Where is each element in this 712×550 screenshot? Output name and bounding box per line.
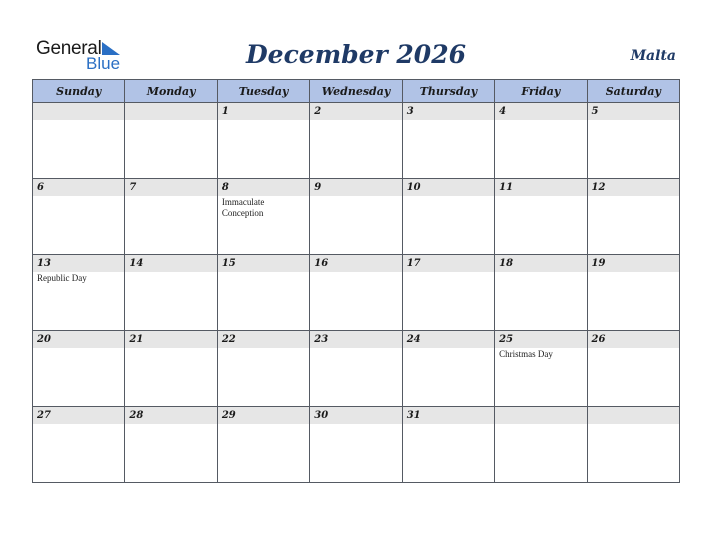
day-number: 6	[33, 179, 124, 196]
day-cell	[125, 407, 217, 483]
day-cell	[587, 407, 679, 483]
weekday-header: Saturday	[587, 80, 679, 103]
day-number: 16	[310, 255, 401, 272]
day-cell	[217, 179, 309, 255]
week-row	[33, 331, 680, 407]
day-cell	[33, 179, 125, 255]
day-number: 24	[403, 331, 494, 348]
day-cell	[217, 103, 309, 179]
week-row	[33, 179, 680, 255]
day-cell	[495, 255, 587, 331]
day-number	[33, 103, 124, 120]
day-number: 8	[218, 179, 309, 196]
day-number: 20	[33, 331, 124, 348]
day-number: 17	[403, 255, 494, 272]
day-cell	[33, 255, 125, 331]
weekday-header: Thursday	[402, 80, 494, 103]
day-cell	[587, 103, 679, 179]
day-number: 1	[218, 103, 309, 120]
holiday-label: Immaculate Conception	[221, 197, 265, 218]
weekday-header: Tuesday	[217, 80, 309, 103]
day-number: 7	[125, 179, 216, 196]
day-number: 21	[125, 331, 216, 348]
weekday-header: Sunday	[33, 80, 125, 103]
day-cell	[495, 103, 587, 179]
day-cell	[310, 331, 402, 407]
weekday-header: Wednesday	[310, 80, 402, 103]
day-number: 25	[495, 331, 586, 348]
day-cell	[402, 103, 494, 179]
day-number: 11	[495, 179, 586, 196]
day-number: 14	[125, 255, 216, 272]
day-cell	[217, 331, 309, 407]
day-number: 29	[218, 407, 309, 424]
holiday-label: Republic Day	[37, 273, 87, 283]
day-number: 10	[403, 179, 494, 196]
day-number: 5	[588, 103, 679, 120]
day-number: 28	[125, 407, 216, 424]
week-row	[33, 407, 680, 483]
day-cell	[217, 407, 309, 483]
day-number	[125, 103, 216, 120]
day-number: 4	[495, 103, 586, 120]
week-row	[33, 255, 680, 331]
day-cell	[125, 331, 217, 407]
day-cell	[125, 103, 217, 179]
week-row	[33, 103, 680, 179]
day-cell	[402, 407, 494, 483]
day-number: 31	[403, 407, 494, 424]
day-number: 9	[310, 179, 401, 196]
day-cell	[495, 407, 587, 483]
day-cell	[495, 179, 587, 255]
day-cell	[495, 331, 587, 407]
day-cell	[125, 179, 217, 255]
day-number: 12	[588, 179, 679, 196]
day-cell	[402, 179, 494, 255]
weekday-header: Friday	[495, 80, 587, 103]
logo-text-blue: Blue	[86, 54, 121, 73]
day-number: 23	[310, 331, 401, 348]
day-cell	[33, 407, 125, 483]
day-cell	[125, 255, 217, 331]
day-cell	[310, 179, 402, 255]
day-cell	[587, 255, 679, 331]
day-cell	[33, 331, 125, 407]
day-number: 27	[33, 407, 124, 424]
day-cell	[310, 255, 402, 331]
day-number: 18	[495, 255, 586, 272]
day-number: 30	[310, 407, 401, 424]
day-number: 2	[310, 103, 401, 120]
day-cell	[587, 179, 679, 255]
day-number	[495, 407, 586, 424]
day-number: 22	[218, 331, 309, 348]
day-number: 15	[218, 255, 309, 272]
weekday-header: Monday	[125, 80, 217, 103]
logo-text-general: General	[36, 38, 102, 59]
day-cell	[402, 331, 494, 407]
day-cell	[310, 103, 402, 179]
day-cell	[587, 331, 679, 407]
day-cell	[402, 255, 494, 331]
day-cell	[33, 103, 125, 179]
holiday-label: Christmas Day	[499, 349, 553, 359]
day-cell	[310, 407, 402, 483]
day-number: 3	[403, 103, 494, 120]
calendar-grid	[32, 79, 680, 483]
day-number	[588, 407, 679, 424]
day-number: 13	[33, 255, 124, 272]
day-cell	[217, 255, 309, 331]
country-name: Malta	[630, 48, 676, 64]
day-number: 19	[588, 255, 679, 272]
weekday-header-row	[33, 80, 680, 103]
day-number: 26	[588, 331, 679, 348]
calendar-title: December 2026	[245, 40, 466, 69]
